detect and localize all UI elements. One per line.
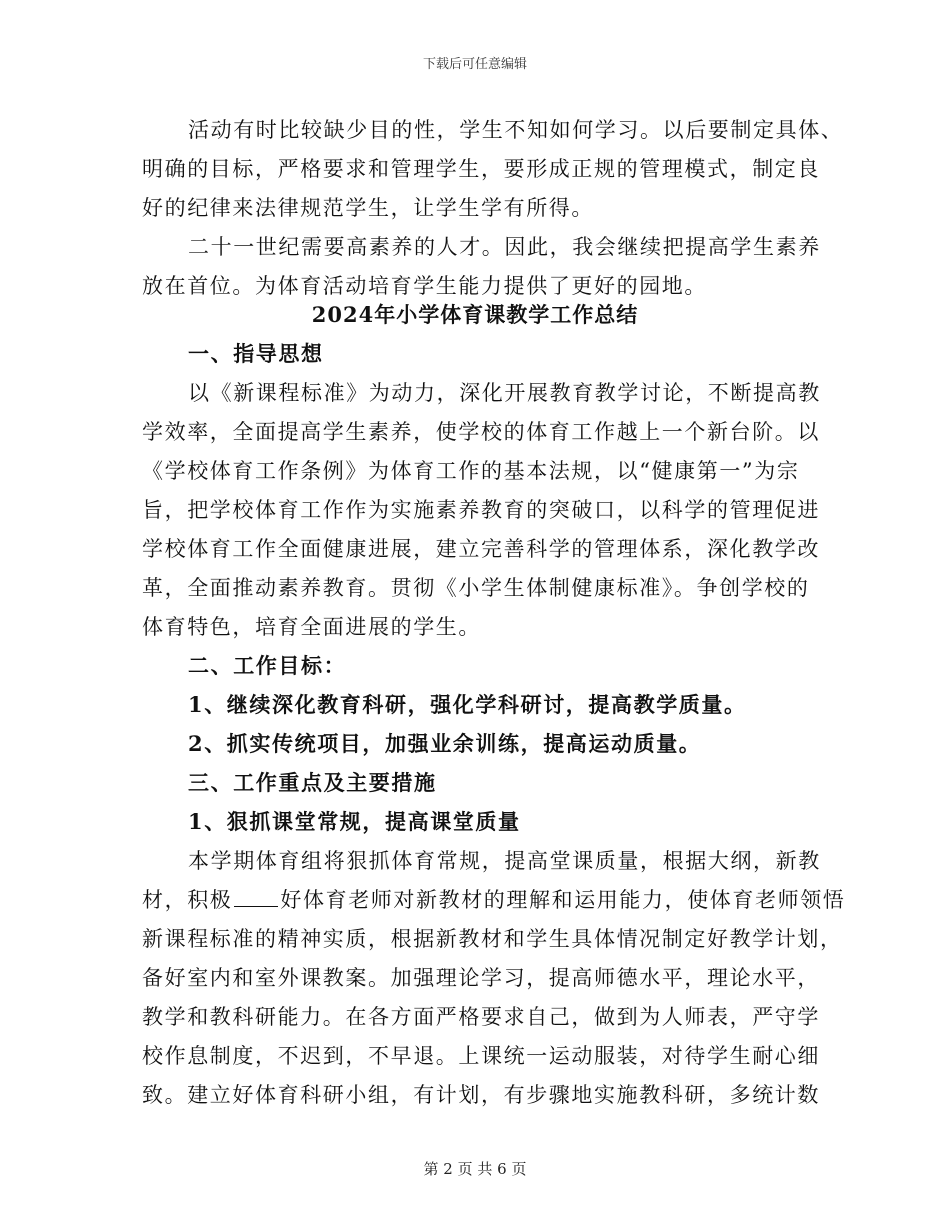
- text-line: 明确的目标，严格要求和管理学生，要形成正规的管理模式，制定良: [142, 157, 820, 181]
- text-line: 二十一世纪需要高素养的人才。因此，我会继续把提高学生素养: [188, 235, 821, 259]
- text-line: 《学校体育工作条例》为体育工作的基本法规，以“健康第一”为宗: [142, 459, 800, 483]
- text-segment: 好体育老师对新教材的理解和运用能力，使体育老师领悟: [280, 888, 846, 912]
- section-heading-1: 一、指导思想: [188, 341, 324, 366]
- text-line: 活动有时比较缺少目的性，学生不知如何学习。以后要制定具体、: [188, 118, 844, 142]
- text-line: 好的纪律来法律规范学生，让学生学有所得。: [142, 196, 594, 220]
- fill-in-blank: [234, 888, 278, 907]
- goal-item-2: 2、抓实传统项目，加强业余训练，提高运动质量。: [188, 731, 702, 756]
- section-heading-3: 三、工作重点及主要措施: [188, 770, 437, 795]
- text-line: 备好室内和室外课教案。加强理论学习，提高师德水平，理论水平，: [142, 966, 820, 990]
- text-line-with-blank: [142, 888, 845, 912]
- text-line: 学校体育工作全面健康进展，建立完善科学的管理体系，深化教学改: [142, 537, 820, 561]
- text-line: 教学和教科研能力。在各方面严格要求自己，做到为人师表，严守学: [142, 1005, 820, 1029]
- text-line: 以《新课程标准》为动力，深化开展教育教学讨论，不断提高教: [188, 381, 821, 405]
- text-line: 校作息制度，不迟到，不早退。上课统一运动服装，对待学生耐心细: [142, 1044, 820, 1068]
- text-line: 放在首位。为体育活动培育学生能力提供了更好的园地。: [142, 274, 707, 298]
- text-line: 本学期体育组将狠抓体育常规，提高堂课质量，根据大纲，新教: [188, 849, 821, 873]
- text-segment: 材，积极: [142, 888, 233, 912]
- text-line: 新课程标准的精神实质，根据新教材和学生具体情况制定好教学计划，: [142, 927, 843, 951]
- text-line: 致。建立好体育科研小组，有计划，有步骤地实施教科研，多统计数: [142, 1083, 820, 1107]
- text-line: 学效率，全面提高学生素养，使学校的体育工作越上一个新台阶。以: [142, 420, 820, 444]
- section-heading-2: 二、工作目标：: [188, 653, 347, 678]
- subsection-heading-3-1: 1、狠抓课堂常规，提高课堂质量: [188, 809, 521, 834]
- goal-item-1: 1、继续深化教育科研，强化学科研讨，提高教学质量。: [188, 692, 747, 717]
- page-footer-number: 第 2 页 共 6 页: [423, 1160, 527, 1178]
- document-title: 2024年小学体育课教学工作总结: [311, 302, 639, 327]
- text-line: 革，全面推动素养教育。贯彻《小学生体制健康标准》。争创学校的: [142, 576, 810, 600]
- text-line: 旨，把学校体育工作作为实施素养教育的突破口，以科学的管理促进: [142, 498, 820, 522]
- page-header-note: 下载后可任意编辑: [422, 57, 527, 72]
- text-line: 体育特色，培育全面进展的学生。: [142, 615, 481, 639]
